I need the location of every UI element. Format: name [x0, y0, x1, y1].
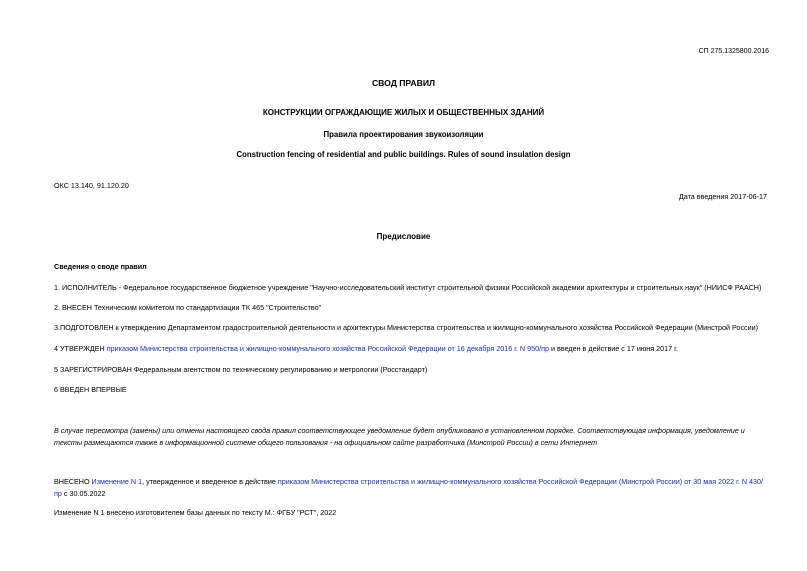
oks-code: ОКС 13.140, 91.120.20	[54, 181, 129, 190]
order-950-link[interactable]: приказом Министерства строительства и жилищно-коммунального хозяйства Российской Федерации от 16 декабря 2016 г. N 950/пр	[106, 344, 549, 353]
amendment-prefix: ВНЕСЕНО	[54, 477, 92, 486]
item-4-prefix: 4 УТВЕРЖДЕН	[54, 344, 107, 353]
document-english-title: Construction fencing of residential and public buildings. Rules of sound insulation design	[236, 150, 571, 159]
foreword-item-3: 3.ПОДГОТОВЛЕН к утверждению Департаментом градостроительной деятельности и архитектуры Министерства строительства и жилищно-коммунального хозяйства Российской Федерации (Минстрой России)	[54, 323, 759, 332]
introduction-date: Дата введения 2017-06-17	[678, 192, 767, 201]
foreword-item-5: 5 ЗАРЕГИСТРИРОВАН Федеральным агентством по техническому регулированию и метрологии (Росстандарт)	[54, 365, 428, 374]
item-4-suffix: и введен в действие с 17 июня 2017 г.	[549, 344, 678, 353]
foreword-subheading: Сведения о своде правил	[54, 262, 147, 271]
amendment-note: Изменение N 1 внесено изготовителем базы данных по тексту М.: ФГБУ "РСТ", 2022	[54, 508, 337, 517]
amendment-1-link[interactable]: Изменение N 1	[91, 477, 143, 486]
foreword-item-1: 1. ИСПОЛНИТЕЛЬ - Федеральное государственное бюджетное учреждение "Научно-исследовательский институт строительной физики Российской академии архитектуры и строительных наук" (НИИСФ РААСН)	[54, 283, 762, 292]
foreword-heading: Предисловие	[376, 232, 431, 241]
amendment-suffix: с 30.05.2022	[61, 489, 106, 498]
amendment-line	[54, 476, 769, 500]
amendment-middle: , утвержденное и введенное в действие	[142, 477, 278, 486]
foreword-item-4	[54, 344, 678, 353]
foreword-item-2: 2. ВНЕСЕН Техническим комитетом по стандартизации ТК 465 "Строительство"	[54, 303, 322, 312]
foreword-item-6: 6 ВВЕДЕН ВПЕРВЫЕ	[54, 385, 127, 394]
document-name: КОНСТРУКЦИИ ОГРАЖДАЮЩИЕ ЖИЛЫХ И ОБЩЕСТВЕННЫХ ЗДАНИЙ	[262, 108, 545, 117]
document-code: СП 275.1325800.2016	[698, 48, 769, 55]
order-430-link[interactable]: приказом Министерства строительства и жилищно-коммунального хозяйства Российской Федерации (Минстрой России) от 30 мая 2022 г. N 430/пр	[54, 477, 764, 498]
document-type-title: СВОД ПРАВИЛ	[371, 78, 436, 88]
document-subtitle: Правила проектирования звукоизоляции	[323, 130, 484, 139]
revision-notice: В случае пересмотра (замены) или отмены настоящего свода правил соответствующее уведомление будет опубликовано в установленном порядке. Соответствующая информация, уведомление и тексты размещаются также в информационной системе общего пользования - на официальном сайте разработчика (Минстрой России) в сети Интернет	[54, 426, 745, 447]
